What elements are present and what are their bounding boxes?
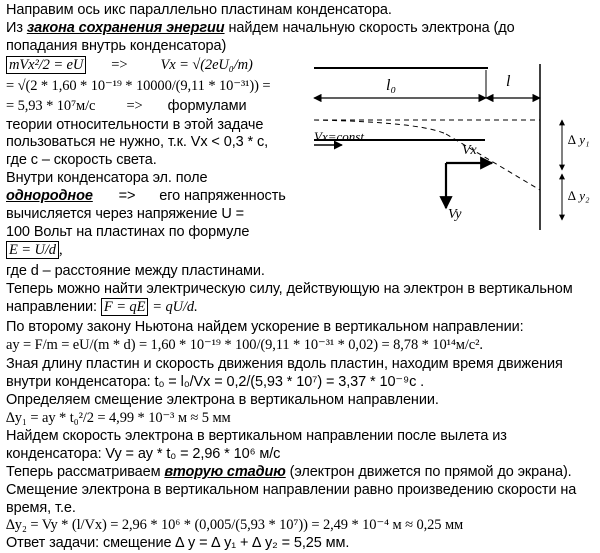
implies-arrow: => [126, 98, 143, 114]
text-line-26 [6, 464, 572, 481]
text-line-13: 100 Вольт на пластинах по формуле [6, 224, 250, 240]
text-line-27: Смещение электрона в вертикальном направлении равно произведению скорости на [6, 482, 577, 498]
text-line-29: ∆y₂ = Vy * (l/Vx) = 2,96 * 10⁶ * (0,005/(5,93 * 10⁷)) = 2,49 * 10⁻⁴ м ≈ 0,25 мм [6, 517, 464, 533]
l0-label: l₀ [386, 77, 397, 94]
text-line-28: время, т.е. [6, 500, 76, 516]
text-line-11 [6, 188, 286, 205]
text-segment: найдем начальную скорость электрона (до [224, 20, 515, 36]
emphasis-uniform: однородное [6, 188, 93, 204]
boxed-equation-field: E = U/d [6, 241, 59, 259]
text-line-24: Найдем скорость электрона в вертикальном направлении после вылета из [6, 428, 507, 444]
text-line-25: конденсатора: Vy = ay * t₀ = 2,96 * 10⁶ м/с [6, 446, 281, 462]
text-segment: Теперь рассматриваем [6, 464, 165, 480]
implies-arrow: => [118, 188, 136, 204]
force-expression: = qU/d. [152, 299, 198, 315]
text-line-9: где c – скорость света. [6, 152, 157, 168]
text-line-3: попадания внутрь конденсатора) [6, 38, 227, 54]
text-segment: его напряженность [159, 188, 286, 204]
emphasis-second-stage: вторую стадию [164, 464, 286, 480]
text-line-21: внутри конденсатора: t₀ = l₀/Vx = 0,2/(5,93 * 10⁷) = 3,37 * 10⁻⁹c . [6, 374, 425, 390]
implies-arrow: => [111, 57, 128, 73]
velocity-formula: Vx = √(2eU₀/m) [160, 57, 253, 73]
text-segment: направлении: [6, 299, 97, 315]
boxed-equation-force: F = qE [101, 298, 148, 316]
text-line-15: где d – расстояние между пластинами. [6, 263, 265, 279]
l-label: l [506, 73, 511, 90]
text-line-23: ∆y₁ = ay * t₀²/2 = 4,99 * 10⁻³ м ≈ 5 мм [6, 410, 231, 426]
vx-label: Vx [462, 143, 477, 158]
text-segment: формулами [167, 98, 247, 114]
text-line-6 [6, 98, 246, 115]
dy1-label: ∆ y₁ [568, 132, 590, 147]
text-line-14 [6, 242, 62, 259]
text-line-20: Зная длину пластин и скорость движения вдоль пластин, находим время движения [6, 356, 563, 372]
emphasis-energy-law: закона сохранения энергии [26, 20, 225, 36]
text-line-30: Ответ задачи: смещение ∆ y = ∆ y₁ + ∆ y₂ = 5,25 мм. [6, 535, 350, 551]
text-line-19: ay = F/m = eU/(m * d) = 1,60 * 10⁻¹⁹ * 100/(9,11 * 10⁻³¹ * 0,02) = 8,78 * 10¹⁴м/с². [6, 337, 483, 353]
text-line-4 [6, 57, 253, 74]
text-line-8: пользоваться не нужно, т.к. Vx < 0,3 * c, [6, 134, 269, 150]
text-line-16: Теперь можно найти электрическую силу, действующую на электрон в вертикальном [6, 281, 573, 297]
text-line-1: Направим ось икс параллельно пластинам конденсатора. [6, 2, 392, 18]
vx-const-label: Vx=const [314, 129, 364, 144]
text-segment: , [58, 242, 63, 258]
text-line-7: теории относительности в этой задаче [6, 117, 264, 133]
velocity-result: = 5,93 * 10⁷м/с [6, 98, 96, 114]
dy2-label: ∆ y₂ [568, 188, 590, 203]
text-line-10: Внутри конденсатора эл. поле [6, 170, 208, 186]
text-line-18: По второму закону Ньютона найдем ускорение в вертикальном направлении: [6, 319, 524, 335]
text-segment: (электрон движется по прямой до экрана). [285, 464, 572, 480]
text-line-22: Определяем смещение электрона в вертикальном направлении. [6, 392, 439, 408]
capacitor-diagram [300, 40, 600, 245]
text-line-2 [6, 20, 515, 37]
text-line-5: = √(2 * 1,60 * 10⁻¹⁹ * 10000/(9,11 * 10⁻³¹)) = [6, 78, 271, 94]
vy-label: Vy [448, 207, 462, 222]
text-segment: Из [6, 20, 27, 36]
text-line-17 [6, 299, 198, 316]
text-line-12: вычисляется через напряжение U = [6, 206, 245, 222]
boxed-equation-energy: mVx²/2 = eU [6, 56, 86, 74]
